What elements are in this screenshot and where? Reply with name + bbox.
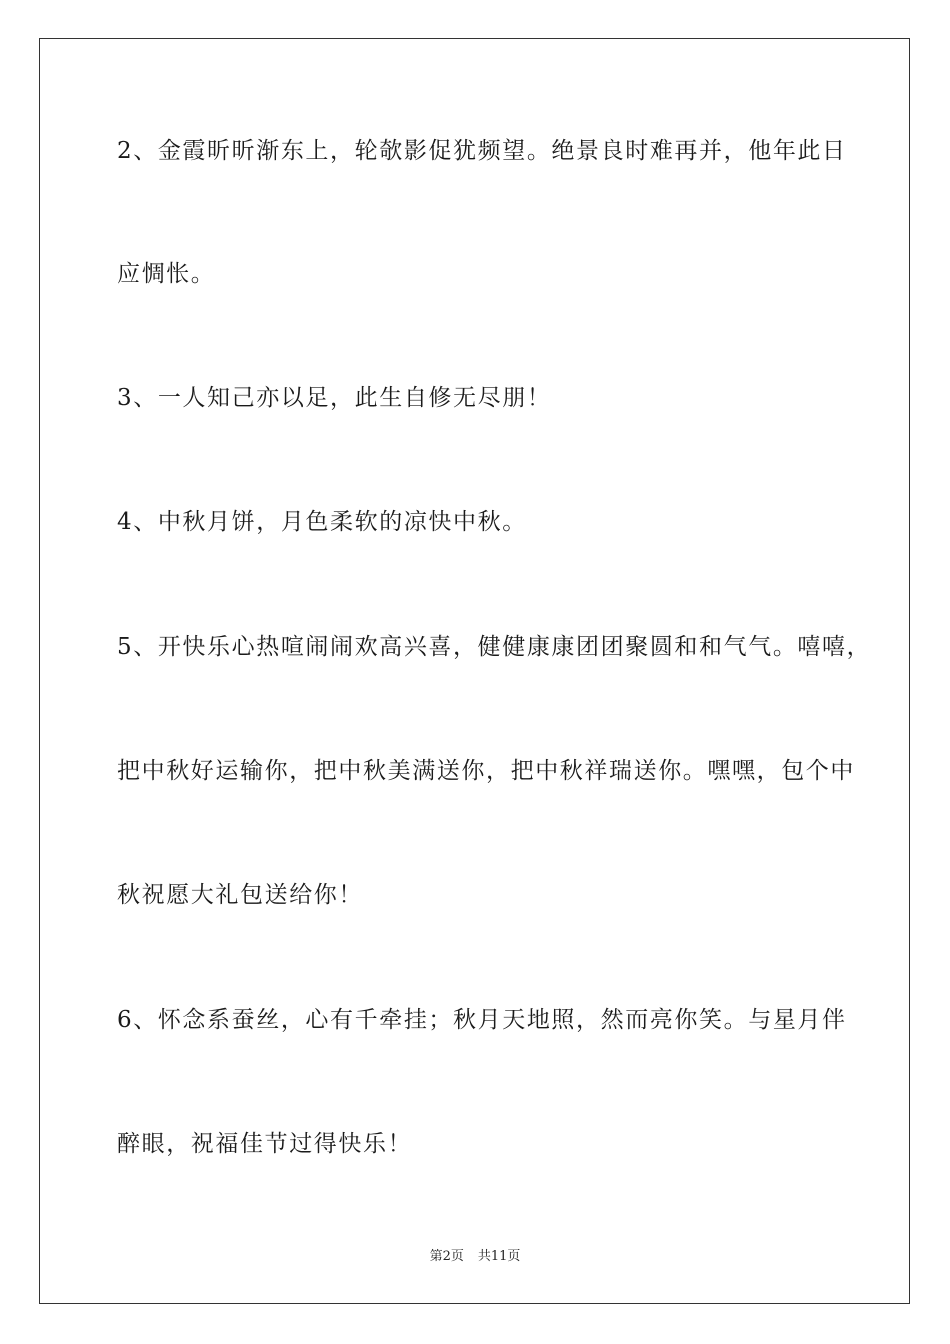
text-line: 2、金霞昕昕渐东上，轮欹影促犹频望。绝景良时难再并，他年此日 [117,138,847,164]
text-line: 5、开快乐心热喧闹闹欢高兴喜，健健康康团团聚圆和和气气。嘻嘻， [117,634,872,660]
text-line: 把中秋好运输你，把中秋美满送你，把中秋祥瑞送你。嘿嘿，包个中 [117,758,855,784]
text-line: 6、怀念系蚕丝，心有千牵挂；秋月天地照，然而亮你笑。与星月伴 [117,1007,847,1033]
text-line: 应惆怅。 [117,261,216,287]
page-number: 第2页 [429,1249,464,1264]
page-border [39,38,910,1304]
text-line: 秋祝愿大礼包送给你！ [117,882,363,908]
page-total: 共11页 [477,1249,521,1264]
text-line: 4、中秋月饼，月色柔软的凉快中秋。 [117,509,527,535]
text-line: 醉眼，祝福佳节过得快乐！ [117,1131,413,1157]
text-line: 3、一人知己亦以足，此生自修无尽朋！ [117,385,552,411]
page-footer [0,1247,950,1267]
